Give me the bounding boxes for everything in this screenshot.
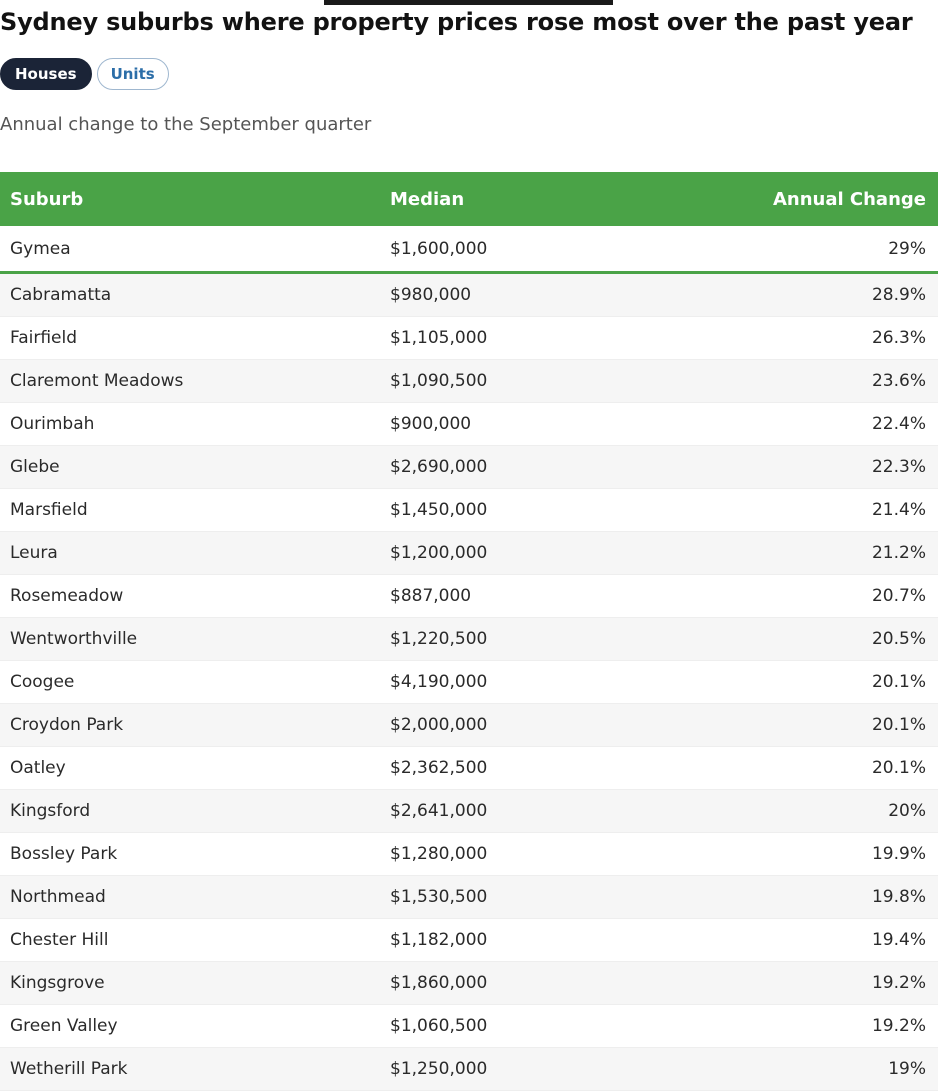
table-row bbox=[0, 962, 938, 1005]
dwelling-type-toggle bbox=[0, 58, 169, 90]
median-cell: $1,200,000 bbox=[380, 532, 680, 575]
suburb-column-header[interactable]: Suburb bbox=[10, 188, 84, 210]
suburb-cell: Cabramatta bbox=[0, 273, 380, 317]
table-row bbox=[0, 790, 938, 833]
annual-change-cell: 19.2% bbox=[680, 1005, 938, 1048]
table-subtitle: Annual change to the September quarter bbox=[0, 114, 372, 135]
median-cell: $2,362,500 bbox=[380, 747, 680, 790]
annual-change-cell: 20.7% bbox=[680, 575, 938, 618]
annual-change-cell: 22.3% bbox=[680, 446, 938, 489]
median-cell: $1,105,000 bbox=[380, 317, 680, 360]
table-row bbox=[0, 876, 938, 919]
median-cell: $900,000 bbox=[380, 403, 680, 446]
suburb-cell: Wentworthville bbox=[0, 618, 380, 661]
median-cell: $2,690,000 bbox=[380, 446, 680, 489]
table-row bbox=[0, 661, 938, 704]
annual-change-cell: 19.2% bbox=[680, 962, 938, 1005]
units-tab[interactable]: Units bbox=[97, 58, 169, 90]
table-row bbox=[0, 618, 938, 661]
table-row bbox=[0, 446, 938, 489]
annual-change-cell: 20.1% bbox=[680, 704, 938, 747]
suburb-cell: Gymea bbox=[0, 226, 380, 273]
table-row bbox=[0, 226, 938, 273]
median-cell: $4,190,000 bbox=[380, 661, 680, 704]
median-cell: $887,000 bbox=[380, 575, 680, 618]
median-cell: $1,450,000 bbox=[380, 489, 680, 532]
suburb-cell: Bossley Park bbox=[0, 833, 380, 876]
page-title: Sydney suburbs where property prices rose most over the past year bbox=[0, 8, 913, 36]
median-cell: $1,860,000 bbox=[380, 962, 680, 1005]
median-cell: $980,000 bbox=[380, 273, 680, 317]
suburb-cell: Marsfield bbox=[0, 489, 380, 532]
annual-change-column-header[interactable]: Annual Change bbox=[772, 188, 926, 210]
table-row bbox=[0, 747, 938, 790]
median-column-header[interactable]: Median bbox=[390, 188, 465, 210]
table-row bbox=[0, 273, 938, 317]
table-row bbox=[0, 1005, 938, 1048]
annual-change-cell: 21.4% bbox=[680, 489, 938, 532]
table-row bbox=[0, 1048, 938, 1091]
suburb-cell: Wetherill Park bbox=[0, 1048, 380, 1091]
annual-change-cell: 22.4% bbox=[680, 403, 938, 446]
table-row bbox=[0, 403, 938, 446]
table-row bbox=[0, 575, 938, 618]
annual-change-cell: 20.1% bbox=[680, 747, 938, 790]
annual-change-cell: 19.4% bbox=[680, 919, 938, 962]
suburb-cell: Kingsgrove bbox=[0, 962, 380, 1005]
annual-change-cell: 19% bbox=[680, 1048, 938, 1091]
annual-change-cell: 20.1% bbox=[680, 661, 938, 704]
suburb-cell: Kingsford bbox=[0, 790, 380, 833]
annual-change-cell: 26.3% bbox=[680, 317, 938, 360]
suburb-cell: Coogee bbox=[0, 661, 380, 704]
houses-tab[interactable]: Houses bbox=[0, 58, 92, 90]
median-cell: $1,600,000 bbox=[380, 226, 680, 273]
table-body bbox=[0, 226, 938, 1091]
top-bar bbox=[324, 0, 613, 5]
median-cell: $1,280,000 bbox=[380, 833, 680, 876]
median-cell: $1,220,500 bbox=[380, 618, 680, 661]
median-cell: $1,182,000 bbox=[380, 919, 680, 962]
table-row bbox=[0, 919, 938, 962]
table-row bbox=[0, 532, 938, 575]
suburb-cell: Rosemeadow bbox=[0, 575, 380, 618]
table-row bbox=[0, 833, 938, 876]
annual-change-cell: 19.9% bbox=[680, 833, 938, 876]
median-cell: $1,250,000 bbox=[380, 1048, 680, 1091]
table-row bbox=[0, 360, 938, 403]
median-cell: $1,530,500 bbox=[380, 876, 680, 919]
median-cell: $2,000,000 bbox=[380, 704, 680, 747]
annual-change-cell: 21.2% bbox=[680, 532, 938, 575]
suburb-cell: Claremont Meadows bbox=[0, 360, 380, 403]
suburb-cell: Leura bbox=[0, 532, 380, 575]
annual-change-cell: 29% bbox=[680, 226, 938, 273]
annual-change-cell: 20% bbox=[680, 790, 938, 833]
suburb-cell: Oatley bbox=[0, 747, 380, 790]
annual-change-cell: 19.8% bbox=[680, 876, 938, 919]
suburbs-table bbox=[0, 172, 938, 1091]
suburb-cell: Croydon Park bbox=[0, 704, 380, 747]
median-cell: $2,641,000 bbox=[380, 790, 680, 833]
suburb-cell: Northmead bbox=[0, 876, 380, 919]
suburb-cell: Ourimbah bbox=[0, 403, 380, 446]
table-row bbox=[0, 317, 938, 360]
table-row bbox=[0, 489, 938, 532]
suburb-cell: Green Valley bbox=[0, 1005, 380, 1048]
suburb-cell: Fairfield bbox=[0, 317, 380, 360]
suburb-cell: Chester Hill bbox=[0, 919, 380, 962]
table-header-row bbox=[0, 172, 938, 226]
median-cell: $1,060,500 bbox=[380, 1005, 680, 1048]
table-row bbox=[0, 704, 938, 747]
annual-change-cell: 28.9% bbox=[680, 273, 938, 317]
median-cell: $1,090,500 bbox=[380, 360, 680, 403]
annual-change-cell: 20.5% bbox=[680, 618, 938, 661]
suburb-cell: Glebe bbox=[0, 446, 380, 489]
annual-change-cell: 23.6% bbox=[680, 360, 938, 403]
